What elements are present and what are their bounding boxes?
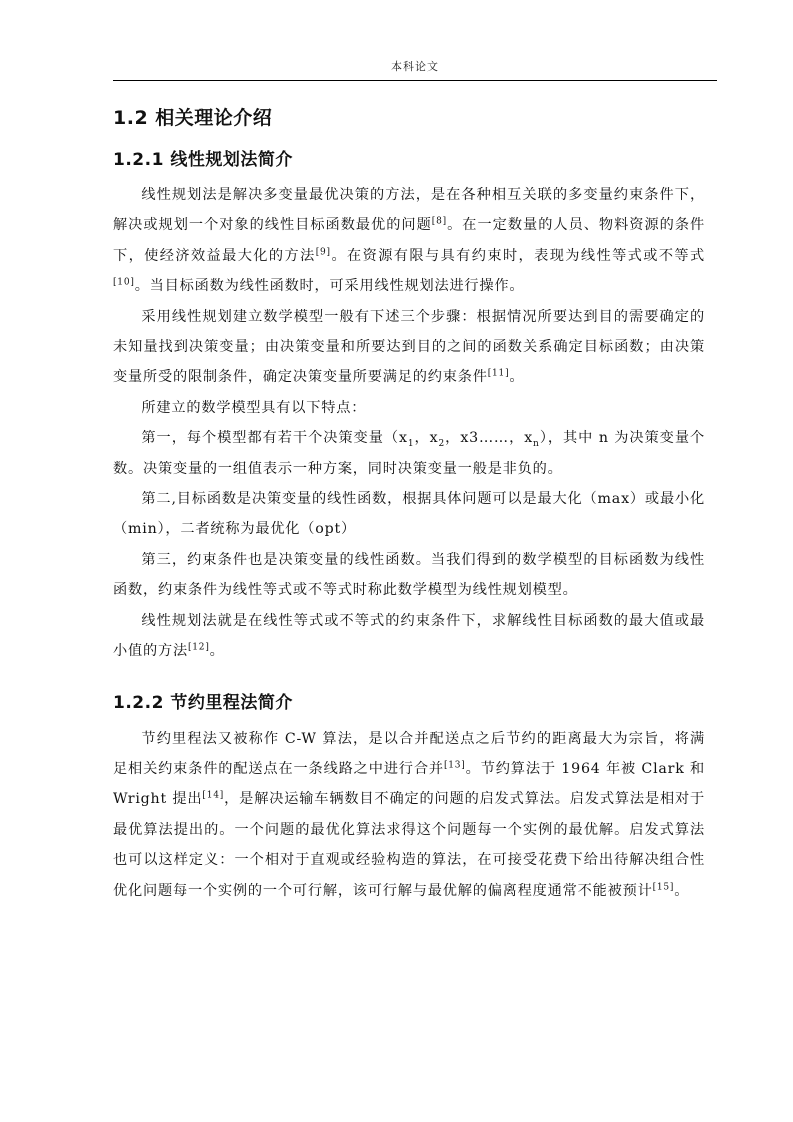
text-run: 。 [209,643,225,660]
text-run: 。 [509,369,525,386]
subsection-heading-savings-algorithm: 1.2.2 节约里程法简介 [113,692,293,713]
text-run: 。在一定数量的人员、物料资源的条件下，使经济效益最大化的方法 [113,217,705,264]
subscript: 2 [438,439,445,450]
text-run: 。 [674,882,690,899]
citation: [10] [113,277,135,288]
text-run: ，x [414,430,439,447]
text-run: 线性规划法就是在线性等式或不等式的约束条件下，求解线性目标函数的最大值或最小值的方法 [113,612,705,660]
text-run: 采用线性规划建立数学模型一般有下述三个步骤：根据情况所要达到目的需要确定的未知量找到决策变量；由决策变量和所要达到目的之间的函数关系确定目标函数；由决策变量所受的限制条件，确定决策变量所要满足的约束条件 [113,308,705,386]
paragraph-lp-summary [113,606,705,667]
section-heading: 1.2 相关理论介绍 [113,107,273,129]
text-run: 。当目标函数为线性函数时，可采用线性规划法进行操作。 [134,278,525,295]
subsection-heading-linear-programming: 1.2.1 线性规划法简介 [113,150,293,170]
text-run: ，x3……，x [445,430,534,447]
paragraph-savings-algorithm [113,724,705,906]
text-run: 第一，每个模型都有若干个决策变量（x [141,430,408,447]
citation: [11] [487,368,510,379]
running-header: 本科论文 [391,60,439,73]
citation: [8] [431,216,447,227]
paragraph-feature-two: 第二,目标函数是决策变量的线性函数，根据具体问题可以是最大化（max）或最小化（min），二者统称为最优化（opt） [113,491,705,538]
text-run: 线性规划法是解决多变量最优决策的方法，是在各种相互关联的多变量约束条件下，解决或规划一个对象的线性目标函数最优的问题 [113,187,705,234]
citation: [15] [652,881,675,892]
subscript: n [533,439,540,450]
text-run: ，是解决运输车辆数目不确定的问题的启发式算法。启发式算法是相对于最优算法提出的。一个问题的最优化算法求得这个问题每一个实例的最优解。启发式算法也可以这样定义：一个相对于直观或经验构造的算法，在可接受花费下给出待解决组合性优化问题每一个实例的一个可行解，该可行解与最优解的偏离程度通常不能被预计 [113,791,705,899]
citation: [9] [315,247,331,258]
paragraph-feature-one [113,423,705,484]
page-body [113,100,705,906]
citation: [14] [202,790,225,801]
paragraph-lp-definition [113,180,705,302]
header-divider [113,80,717,81]
paragraph-model-features-intro: 所建立的数学模型具有以下特点： [141,399,367,416]
text-run: 节约里程法又被称作 C-W 算法，是以合并配送点之后节约的距离最大为宗旨，将满足相关约束条件的配送点在一条线路之中进行合并 [113,730,705,777]
paragraph-feature-three: 第三，约束条件也是决策变量的线性函数。当我们得到的数学模型的目标函数为线性函数，约束条件为线性等式或不等式时称此数学模型为线性规划模型。 [113,551,705,599]
text-run: 。节约算法于 1964 年被 Clark 和 Wright 提出 [113,760,705,808]
text-run: ），其中 n 为决策变量个数。决策变量的一组值表示一种方案，同时决策变量一般是非负的。 [113,430,705,477]
paragraph-lp-steps [113,302,705,393]
citation: [13] [443,760,466,771]
text-run: 。在资源有限与具有约束时，表现为线性等式或不等式 [330,247,706,264]
subscript: 1 [407,439,415,450]
citation: [12] [187,642,210,653]
